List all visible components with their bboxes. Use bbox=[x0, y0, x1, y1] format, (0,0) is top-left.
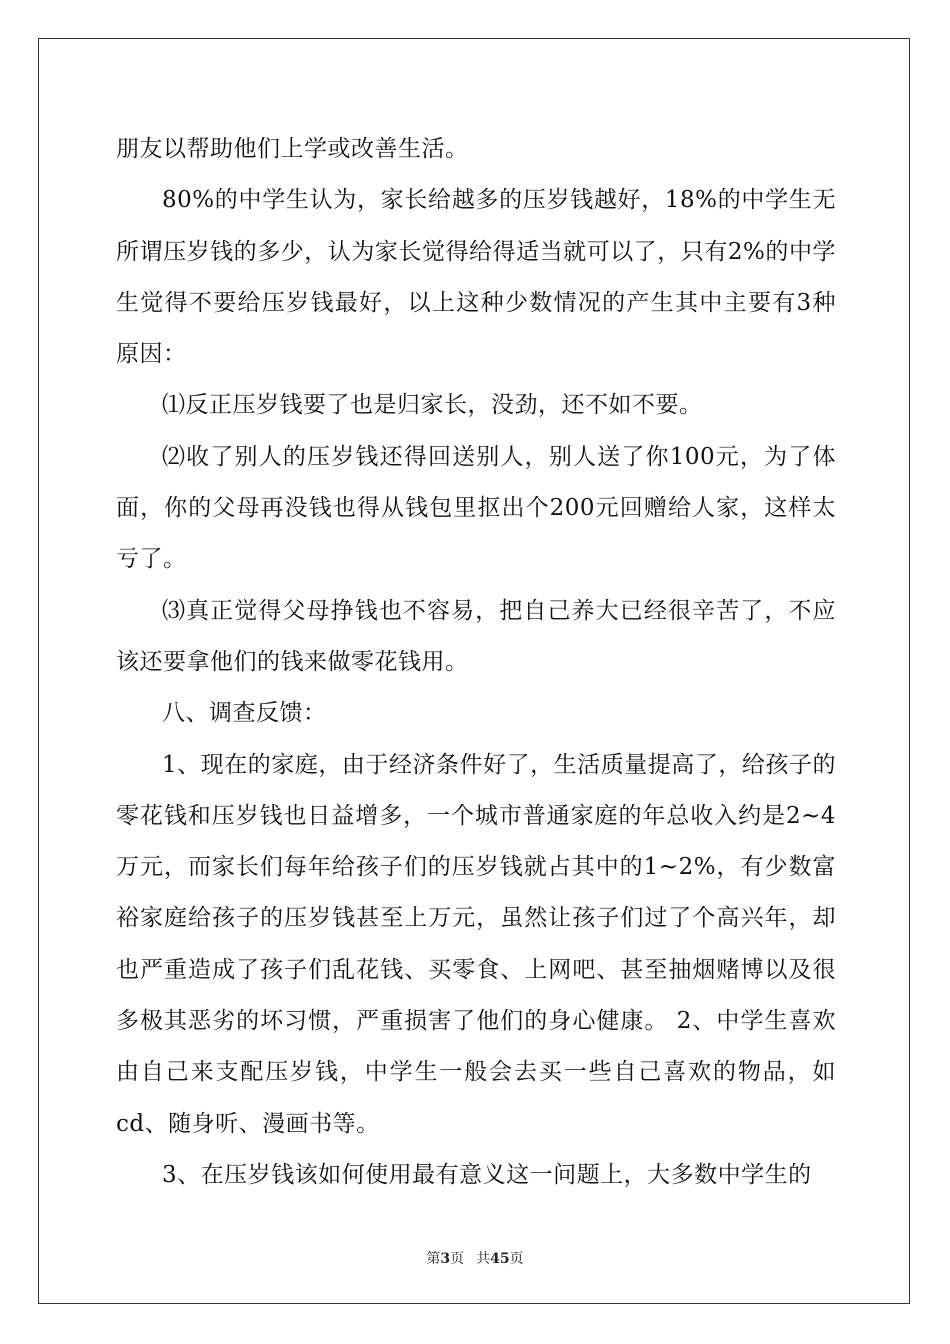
paragraph: 朋友以帮助他们上学或改善生活。 bbox=[116, 136, 469, 162]
paragraph: ⑴反正压岁钱要了也是归家长，没劲，还不如不要。 bbox=[162, 392, 703, 419]
page-number: 3 bbox=[440, 1251, 451, 1267]
section-heading: 八、调查反馈： bbox=[162, 700, 327, 727]
document-body bbox=[116, 124, 836, 1201]
page-footer bbox=[0, 1248, 950, 1268]
total-pages: 45 bbox=[490, 1251, 510, 1267]
paragraph: ⑶真正觉得父母挣钱也不容易，把自己养大已经很辛苦了，不应该还要拿他们的钱来做零花钱用。 bbox=[116, 597, 836, 675]
paragraph: 1、现在的家庭，由于经济条件好了，生活质量提高了，给孩子的零花钱和压岁钱也日益增多，一个城市普通家庭的年总收入约是2~4万元，而家长们每年给孩子们的压岁钱就占其中的1~2%，有少数富裕家庭给孩子的压岁钱甚至上万元，虽然让孩子们过了个高兴年，却也严重造成了孩子们乱花钱、买零食、上网吧、甚至抽烟赌博以及很多极其恶劣的坏习惯，严重损害了他们的身心健康。 2、中学生喜欢由自己来支配压岁钱，中学生一般会去买一些自己喜欢的物品，如cd、随身听、漫画书等。 bbox=[116, 751, 836, 1137]
paragraph: ⑵收了别人的压岁钱还得回送别人，别人送了你100元，为了体面，你的父母再没钱也得从钱包里抠出个200元回赠给人家，这样太亏了。 bbox=[116, 443, 836, 573]
page-suffix: 页 bbox=[450, 1251, 465, 1267]
total-suffix: 页 bbox=[509, 1251, 524, 1267]
page-prefix: 第 bbox=[426, 1251, 441, 1267]
paragraph: 80%的中学生认为，家长给越多的压岁钱越好，18%的中学生无所谓压岁钱的多少，认为家长觉得给得适当就可以了，只有2%的中学生觉得不要给压岁钱最好，以上这种少数情况的产生其中主要有3种原因： bbox=[116, 187, 836, 368]
total-prefix: 共 bbox=[476, 1251, 491, 1267]
paragraph: 3、在压岁钱该如何使用最有意义这一问题上，大多数中学生的 bbox=[162, 1161, 812, 1188]
